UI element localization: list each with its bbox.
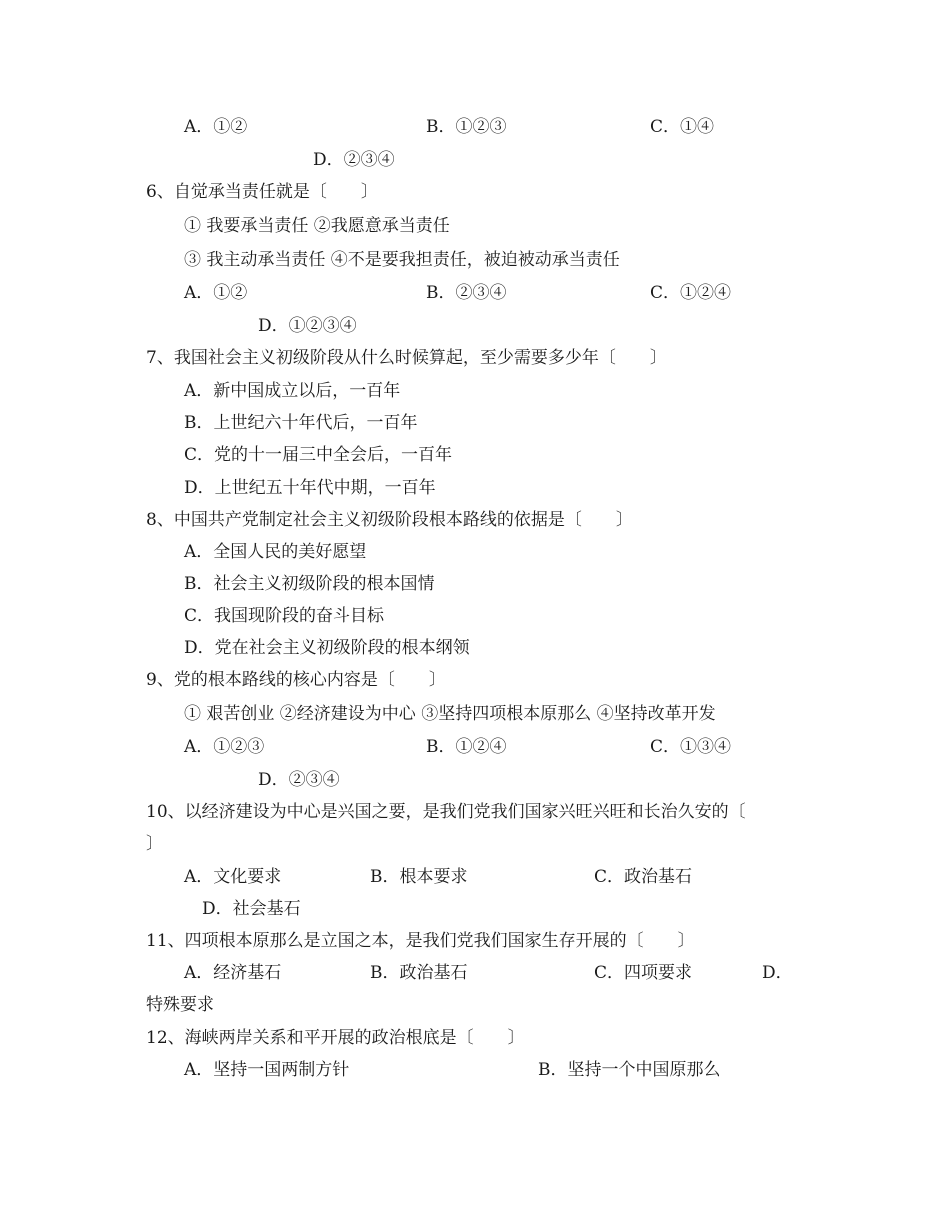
q10-option-a: A．文化要求 (184, 867, 282, 887)
q11-option-c: C．四项要求 (594, 963, 693, 983)
q9-option-b: B．①②④ (426, 737, 507, 757)
q5-option-b: B．①②③ (426, 117, 507, 137)
q6-statements-1: ① 我要承当责任 ②我愿意承当责任 (184, 216, 450, 236)
q12-option-a: A．坚持一国两制方针 (184, 1060, 350, 1080)
q11-stem: 11、四项根本原那么是立国之本，是我们党我们国家生存开展的〔 〕 (146, 931, 695, 951)
q7-option-a: A．新中国成立以后，一百年 (184, 381, 401, 401)
q6-option-a: A．①② (184, 283, 248, 303)
q6-option-d: D．①②③④ (258, 316, 357, 336)
q9-stem: 9、党的根本路线的核心内容是〔 〕 (146, 670, 446, 690)
q9-option-d: D．②③④ (258, 770, 340, 790)
q8-option-d: D．党在社会主义初级阶段的根本纲领 (184, 638, 470, 658)
q11-option-b: B．政治基石 (370, 963, 468, 983)
q9-statements: ① 艰苦创业 ②经济建设为中心 ③坚持四项根本原那么 ④坚持改革开发 (184, 704, 716, 724)
q11-option-d-text: 特殊要求 (146, 995, 214, 1015)
q6-stem: 6、自觉承当责任就是〔 〕 (146, 182, 378, 202)
q5-option-c: C．①④ (650, 117, 715, 137)
q7-option-b: B．上世纪六十年代后，一百年 (184, 413, 418, 433)
q8-option-a: A．全国人民的美好愿望 (184, 542, 367, 562)
q8-option-b: B．社会主义初级阶段的根本国情 (184, 574, 435, 594)
q11-option-a: A．经济基石 (184, 963, 282, 983)
q10-stem-line-1: 10、以经济建设为中心是兴国之要，是我们党我们国家兴旺兴旺和长治久安的〔 (146, 802, 746, 822)
q7-stem: 7、我国社会主义初级阶段从什么时候算起，至少需要多少年〔 〕 (146, 348, 667, 368)
q9-option-a: A．①②③ (184, 737, 265, 757)
q7-option-c: C．党的十一届三中全会后，一百年 (184, 445, 453, 465)
q6-statements-2: ③ 我主动承当责任 ④不是要我担责任，被迫被动承当责任 (184, 250, 620, 270)
q8-option-c: C．我国现阶段的奋斗目标 (184, 606, 385, 626)
q12-option-b: B．坚持一个中国原那么 (538, 1060, 721, 1080)
q8-stem: 8、中国共产党制定社会主义初级阶段根本路线的依据是〔 〕 (146, 510, 633, 530)
q12-stem: 12、海峡两岸关系和平开展的政治根底是〔 〕 (146, 1028, 525, 1048)
q10-option-b: B．根本要求 (370, 867, 468, 887)
q5-option-d: D．②③④ (313, 150, 395, 170)
q6-option-b: B．②③④ (426, 283, 507, 303)
q6-option-c: C．①②④ (650, 283, 732, 303)
q5-option-a: A．①② (184, 117, 248, 137)
q9-option-c: C．①③④ (650, 737, 732, 757)
q10-stem-line-2: 〕 (146, 834, 163, 854)
q10-option-c: C．政治基石 (594, 867, 693, 887)
q10-option-d: D．社会基石 (202, 899, 301, 919)
q7-option-d: D．上世纪五十年代中期，一百年 (184, 478, 436, 498)
q11-option-d-label: D． (762, 963, 793, 983)
